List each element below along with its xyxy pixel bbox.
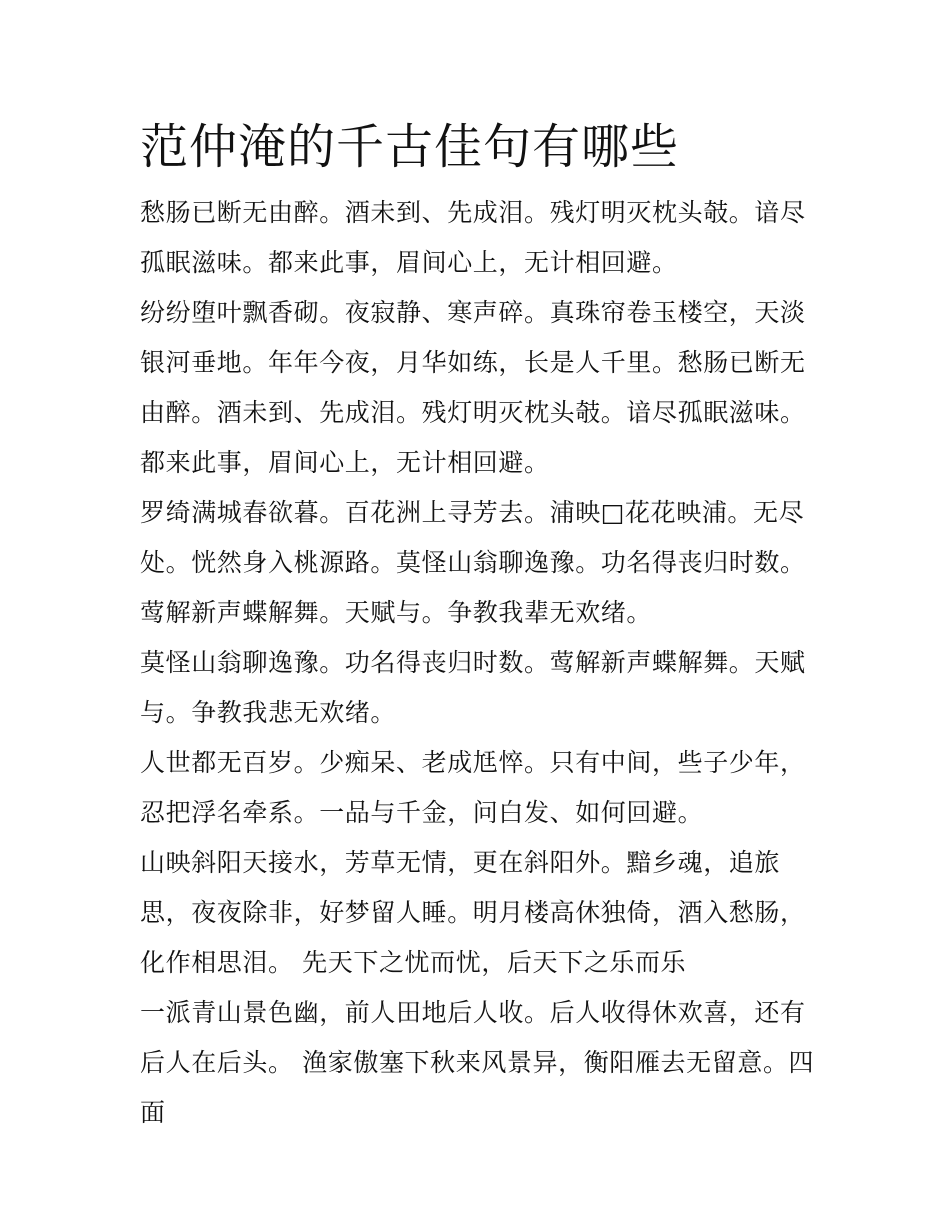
- paragraph-5: 人世都无百岁。少痴呆、老成尪悴。只有中间，些子少年，忍把浮名牵系。一品与千金，问白发、如何回避。: [140, 748, 806, 827]
- paragraph-3: 罗绮满城春欲暮。百花洲上寻芳去。浦映□花花映浦。无尽处。恍然身入桃源路。莫怪山翁聊逸豫。功名得丧归时数。莺解新声蝶解舞。天赋与。争教我辈无欢绪。: [140, 498, 806, 627]
- paragraph-2: 纷纷堕叶飘香砌。夜寂静、寒声碎。真珠帘卷玉楼空，天淡银河垂地。年年今夜，月华如练，长是人千里。愁肠已断无由醉。酒未到、先成泪。残灯明灭枕头攲。谙尽孤眠滋味。都来此事，眉间心上，无计相回避。: [140, 298, 806, 477]
- paragraph-1: 愁肠已断无由醉。酒未到、先成泪。残灯明灭枕头攲。谙尽孤眠滋味。都来此事，眉间心上，无计相回避。: [140, 198, 806, 277]
- document-title: 范仲淹的千古佳句有哪些: [140, 119, 680, 175]
- document-page: [140, 108, 815, 1138]
- paragraph-6: 山映斜阳天接水，芳草无情，更在斜阳外。黯乡魂，追旅思，夜夜除非，好梦留人睡。明月楼高休独倚，酒入愁肠，化作相思泪。 先天下之忧而忧，后天下之乐而乐: [140, 848, 806, 977]
- paragraph-7: 一派青山景色幽，前人田地后人收。后人收得休欢喜，还有后人在后头。 渔家傲塞下秋来风景异，衡阳雁去无留意。四面: [140, 998, 815, 1127]
- paragraph-4: 莫怪山翁聊逸豫。功名得丧归时数。莺解新声蝶解舞。天赋与。争教我悲无欢绪。: [140, 648, 806, 727]
